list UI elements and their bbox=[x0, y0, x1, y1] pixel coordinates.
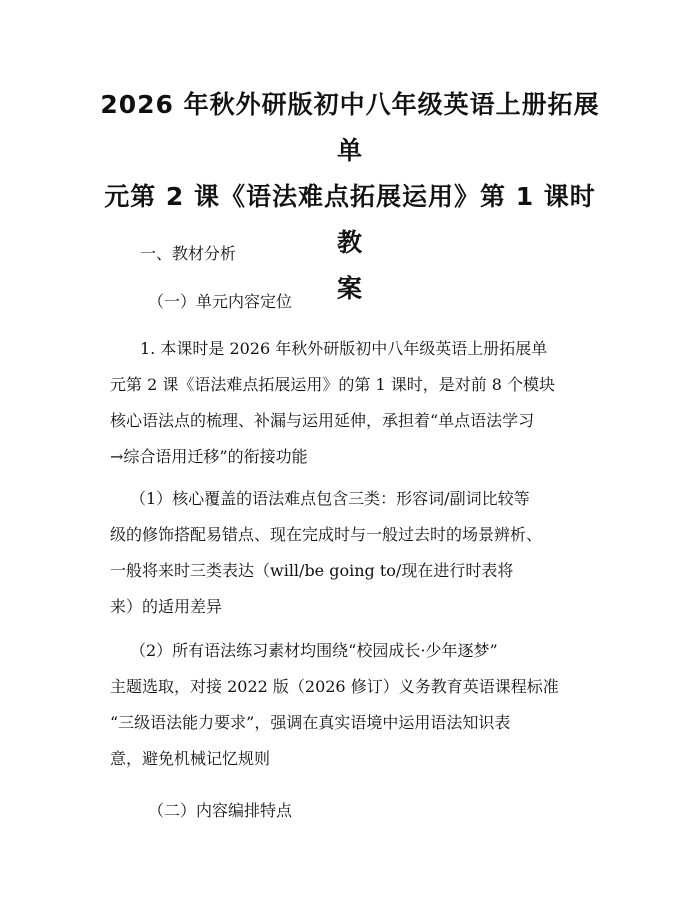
paragraph-line: （2）所有语法练习素材均围绕“校园成长·少年逐梦” bbox=[130, 641, 498, 660]
subsection-heading-unit-positioning: （一）单元内容定位 bbox=[148, 292, 293, 311]
paragraph-line: 主题选取，对接 2022 版（2026 修订）义务教育英语课程标准 bbox=[110, 677, 559, 696]
subsection-heading-layout-features: （二）内容编排特点 bbox=[148, 801, 293, 820]
paragraph-grammar-points bbox=[110, 481, 600, 625]
section-heading-textbook-analysis: 一、教材分析 bbox=[140, 244, 237, 263]
paragraph-line: 1. 本课时是 2026 年秋外研版初中八年级英语上册拓展单 bbox=[140, 339, 548, 358]
paragraph-line: 来）的适用差异 bbox=[110, 597, 223, 616]
paragraph-line: （1）核心覆盖的语法难点包含三类：形容词/副词比较等 bbox=[130, 489, 530, 508]
paragraph-line: 元第 2 课《语法难点拓展运用》的第 1 课时，是对前 8 个模块 bbox=[110, 375, 556, 394]
title-line: 案 bbox=[336, 274, 363, 303]
title-line: 2026 年秋外研版初中八年级英语上册拓展单 bbox=[100, 90, 600, 165]
document-title bbox=[95, 82, 605, 312]
paragraph-line: “三级语法能力要求”，强调在真实语境中运用语法知识表 bbox=[110, 713, 511, 732]
paragraph-line: →综合语用迁移”的衔接功能 bbox=[110, 447, 308, 466]
title-line: 元第 2 课《语法难点拓展运用》第 1 课时教 bbox=[104, 182, 596, 257]
paragraph-line: 核心语法点的梳理、补漏与运用延伸，承担着“单点语法学习 bbox=[110, 411, 535, 430]
paragraph-line: 级的修饰搭配易错点、现在完成时与一般过去时的场景辨析、 bbox=[110, 525, 543, 544]
paragraph-line: 意，避免机械记忆规则 bbox=[110, 749, 271, 768]
paragraph-line: 一般将来时三类表达（will/be going to/现在进行时表将 bbox=[110, 561, 514, 580]
paragraph-lesson-overview bbox=[110, 331, 600, 475]
paragraph-theme-materials bbox=[110, 633, 600, 777]
